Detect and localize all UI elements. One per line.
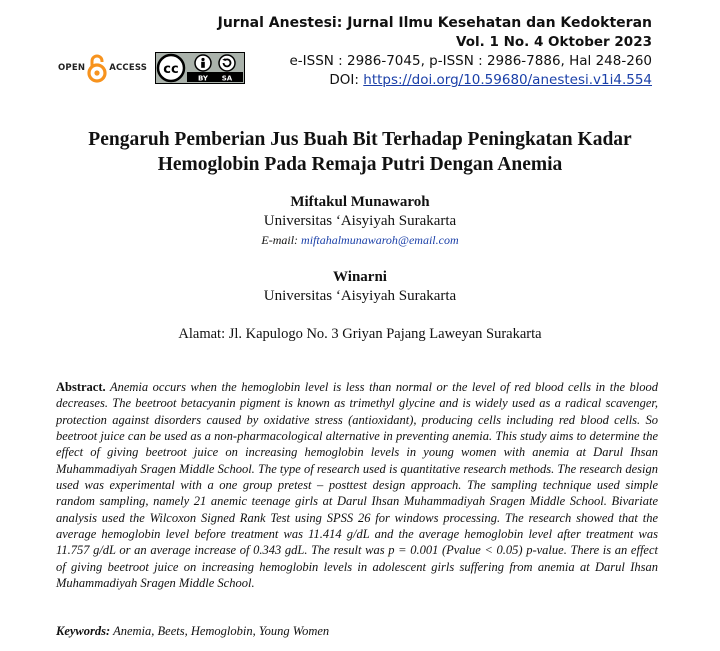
by-text: BY bbox=[198, 74, 209, 83]
abstract: Abstract. Anemia occurs when the hemoglobin level is less than normal or the level of red blood cells in the blood decreases. The beetroot betacyanin pigment is known as trimethyl glycine and is widely used as a radical scavenger, protection against disorders caused by oxidative stress (antioxidant), producing cells including red blood cells. So beetroot juice can be used as a non-pharmacological alternative in preventing anemia. This study aims to determine the effect of giving beetroot juice on increasing hemoglobin levels in young women with anemia at Darul Ihsan Muhammadiyah Sragen Middle School. The type of research used is quantitative research methods. The research design used was experimental with a one group pretest – posttest design approach. The sampling technique used simple random sampling, namely 21 anemic teenage girls at Darul Ihsan Muhammadiyah Sragen Middle School. Bivariate analysis used the Wilcoxon Signed Rank Test using SPSS 26 for windows processing. The research showed that the average hemoglobin level before treatment was 11.414 g/dL and the average hemoglobin level after treatment was 11.757 g/dL or an average increase of 0.343 gdL. The result was p = 0.001 (Pvalue < 0.05) p-value. There is an effect of giving beetroot juice on increasing hemoglobin levels in adolescent girls suffering from anemia at Darul Ihsan Muhammadiyah Sragen Middle School. bbox=[56, 380, 658, 591]
journal-header bbox=[218, 14, 652, 90]
open-access-text-left: OPEN bbox=[58, 63, 86, 73]
keywords: Keywords: Anemia, Beets, Hemoglobin, Young Women bbox=[56, 624, 330, 638]
license-logos bbox=[58, 52, 245, 84]
article-title-line-1: Pengaruh Pemberian Jus Buah Bit Terhadap Peningkatan Kadar bbox=[88, 129, 632, 150]
author-email bbox=[0, 231, 720, 250]
doi-link[interactable]: https://doi.org/10.59680/anestesi.v1i4.554 bbox=[363, 72, 652, 88]
abstract-label: Abstract bbox=[56, 380, 103, 394]
author-affiliation: Universitas ‘Aisyiyah Surakarta bbox=[263, 213, 457, 229]
author-block-1 bbox=[0, 193, 720, 250]
email-label: E-mail: bbox=[261, 233, 299, 247]
author-name: Miftakul Munawaroh bbox=[290, 194, 430, 210]
keywords-text: Anemia, Beets, Hemoglobin, Young Women bbox=[113, 624, 330, 638]
author-name: Winarni bbox=[333, 269, 387, 285]
journal-issn: e-ISSN : 2986-7045, p-ISSN : 2986-7886, Hal 248-260 bbox=[289, 53, 652, 69]
sa-text: SA bbox=[221, 74, 233, 83]
journal-name: Jurnal Anestesi: Jurnal Ilmu Kesehatan dan Kedokteran bbox=[217, 15, 652, 31]
email-link[interactable]: miftahalmunawaroh@email.com bbox=[301, 233, 459, 247]
doi-label: DOI: bbox=[329, 72, 359, 88]
author-affiliation: Universitas ‘Aisyiyah Surakarta bbox=[263, 288, 457, 304]
open-access-lock-icon bbox=[87, 53, 107, 83]
cc-by-sa-license-icon bbox=[155, 52, 245, 84]
article-title bbox=[0, 127, 720, 177]
open-access-text-right: ACCESS bbox=[109, 63, 148, 73]
address: Alamat: Jl. Kapulogo No. 3 Griyan Pajang Laweyan Surakarta bbox=[178, 326, 542, 342]
journal-volume: Vol. 1 No. 4 Oktober 2023 bbox=[456, 34, 652, 50]
cc-text: cc bbox=[163, 62, 179, 77]
article-title-line-2: Hemoglobin Pada Remaja Putri Dengan Anemia bbox=[157, 154, 563, 175]
author-block-2 bbox=[0, 268, 720, 306]
abstract-text: Anemia occurs when the hemoglobin level is less than normal or the level of red blood cells in the blood decreases. The beetroot betacyanin pigment is known as trimethyl glycine and is widely used as a radical scavenger, protection against disorders caused by oxidative stress (antioxidant), producing cells including red blood cells. So beetroot juice can be used as a non-pharmacological alternative in preventing anemia. This study aims to determine the effect of giving beetroot juice on increasing hemoglobin levels in young women with anemia at Darul Ihsan Muhammadiyah Sragen Middle School. The type of research used is quantitative research methods. The research design used was experimental with a one group pretest – posttest design approach. The sampling technique used simple random sampling, namely 21 anemic teenage girls at Darul Ihsan Muhammadiyah Sragen Middle School. Bivariate analysis used the Wilcoxon Signed Rank Test using SPSS 26 for windows processing. The research showed that the average hemoglobin level before treatment was 11.414 g/dL and the average hemoglobin level after treatment was 11.757 g/dL or an average increase of 0.343 gdL. The result was p = 0.001 (Pvalue < 0.05) p-value. There is an effect of giving beetroot juice on increasing hemoglobin levels in adolescent girls suffering from anemia at Darul Ihsan Muhammadiyah Sragen Middle School. bbox=[56, 380, 658, 591]
keywords-label: Keywords bbox=[56, 624, 106, 638]
journal-doi bbox=[218, 71, 652, 90]
